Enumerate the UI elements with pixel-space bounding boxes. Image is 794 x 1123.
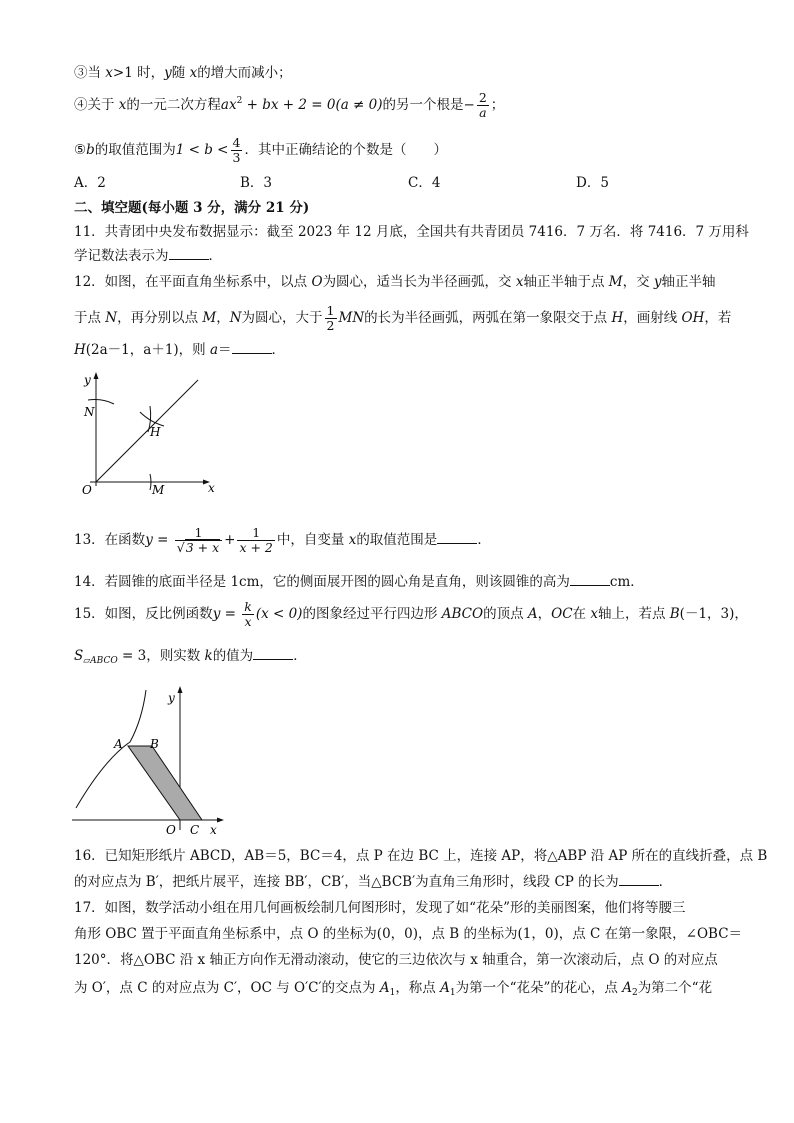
label-x: x	[210, 823, 217, 837]
y-arrow	[178, 686, 183, 693]
q15-line1: 15．如图，反比例函数y = $\frac{k}{x}$ (x < 0)的图象经过平行四边形 ABCO的顶点 A，OC在 x轴上，若点 B(－1，3)，	[74, 599, 748, 629]
label-y: y	[84, 373, 91, 387]
q17-line1: 17．如图，数学活动小组在用几何画板绘制几何图形时，发现了如“花朵”形的美丽图案，他们将等腰三	[74, 900, 686, 916]
arc-h1	[140, 412, 164, 426]
q12-figure	[78, 368, 218, 498]
answer-blank[interactable]	[169, 246, 209, 260]
label-b: B	[150, 737, 159, 751]
q12-line3: H(2a－1，a＋1)，则 a＝ ．	[74, 342, 286, 358]
fraction-1-over-x-plus-2: $\frac{1}{x + 2}$	[239, 525, 273, 555]
label-m: M	[152, 483, 165, 497]
fraction-1-over-sqrt: $\frac{1}{√3 + x}$	[175, 526, 222, 555]
fraction-one-half: $\frac{1}{2}$	[326, 303, 335, 333]
label-y: y	[168, 691, 175, 705]
q10-item5: ⑤b的取值范围为1 < b < $\frac{4}{3}$ ．其中正确结论的个数是（ ）	[74, 135, 447, 165]
q17-line3: 120°．将△OBC 沿 x 轴正方向作无滑动滚动，使它的三边依次与 x 轴重合，第一次滚动后，点 O 的对应点	[74, 952, 718, 968]
fraction-4-over-3: $\frac{4}{3}$	[232, 135, 241, 165]
label-n: N	[84, 405, 95, 419]
answer-blank[interactable]	[570, 572, 610, 586]
q10-options	[74, 173, 714, 193]
q10-item3: ③当 x>1 时，y随 x的增大而减小；	[74, 65, 292, 81]
q14-line: 14．若圆锥的底面半径是 1cm，它的侧面展开图的圆心角是直角，则该圆锥的高为 cm．	[74, 574, 644, 590]
fraction-2-over-a: $\frac{2}{a}$	[478, 90, 487, 120]
q10-item4: ④关于 x的一元二次方程$ax^2$ + bx + 2 = 0(a ≠ 0)的另一个根是− $\frac{2}{a}$ ；	[74, 90, 505, 120]
answer-blank[interactable]	[253, 646, 293, 660]
label-x: x	[208, 481, 215, 495]
q16-line2: 的对应点为 B′，把纸片展平，连接 BB′，CB′，当△BCB′为直角三角形时，线段 CP 的长为 ．	[74, 874, 673, 890]
x-arrow	[217, 818, 224, 823]
option-a[interactable]: A．2	[74, 175, 106, 191]
parallelogram-abco	[128, 746, 202, 820]
arc-n	[88, 400, 114, 405]
section-title: 二、填空题(每小题 3 分，满分 21 分)	[74, 200, 310, 216]
option-c[interactable]: C．4	[408, 175, 441, 191]
label-h: H	[150, 425, 161, 439]
option-b[interactable]: B．3	[240, 175, 273, 191]
q16-line1: 16．已知矩形纸片 ABCD，AB＝5，BC＝4，点 P 在边 BC 上，连接 AP，将△ABP 沿 AP 所在的直线折叠，点 B	[74, 848, 768, 864]
q17-line2: 角形 OBC 置于平面直角坐标系中，点 O 的坐标为(0，0)，点 B 的坐标为(1，0)，点 C 在第一象限，∠OBC＝	[74, 926, 743, 942]
answer-blank[interactable]	[619, 872, 659, 886]
fraction-k-over-x: $\frac{k}{x}$	[244, 599, 252, 629]
label-o: O	[82, 483, 92, 497]
q15-figure	[70, 680, 240, 840]
q12-line2: 于点 N，再分别以点 M，N为圆心，大于 $\frac{1}{2}$ MN的长为半径画弧，两弧在第一象限交于点 H，画射线 OH，若	[74, 303, 732, 333]
q13-line: 13．在函数y = $\frac{1}{√3 + x}$ + $\frac{1}{x + 2}$ 中，自变量 x的取值范围是 ．	[74, 525, 491, 555]
q17-line4: 为 O′，点 C 的对应点为 C′，OC 与 O′C′的交点为 $A_1$，称点 $A_1$为第一个“花朵”的花心，点 $A_2$为第二个“花	[74, 980, 713, 998]
label-o: O	[166, 823, 176, 837]
q11-line1: 11．共青团中央发布数据显示：截至 2023 年 12 月底，全国共有共青团员 7416．7 万名．将 7416．7 万用科	[74, 224, 749, 240]
ray-oh	[96, 380, 198, 482]
label-c: C	[190, 823, 200, 837]
label-a: A	[114, 737, 123, 751]
q11-line2: 学记数法表示为 ．	[74, 248, 222, 264]
q12-line1: 12．如图，在平面直角坐标系中，以点 O为圆心，适当长为半径画弧，交 x轴正半轴于点 M，交 y轴正半轴	[74, 274, 716, 290]
q15-line2: $S_{▱ABCO} = 3$，则实数 k的值为 ．	[74, 648, 307, 666]
option-d[interactable]: D．5	[576, 175, 609, 191]
answer-blank[interactable]	[232, 340, 272, 354]
y-arrow	[94, 372, 99, 379]
answer-blank[interactable]	[437, 530, 477, 544]
